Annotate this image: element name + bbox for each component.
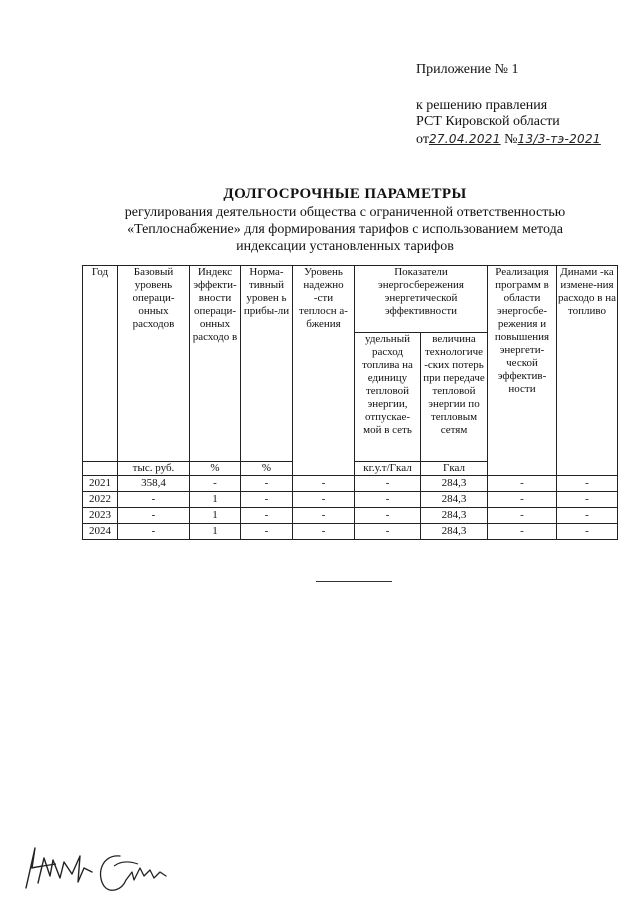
table-row: [83, 492, 618, 508]
decision-line-1: к решению правления: [416, 98, 548, 113]
header-programs: Реализация программ в области энергосбе-режения и повышения энергети-ческой эффектив-ности: [488, 266, 557, 476]
unit-year: [83, 462, 118, 476]
subtitle-line-1: регулирования деятельности общества с ограниченной ответственностью: [124, 205, 566, 220]
cell-reliability: -: [293, 508, 355, 524]
cell-year: 2021: [83, 476, 118, 492]
cell-profit: -: [241, 524, 293, 540]
cell-fuel: -: [355, 524, 421, 540]
header-reliability: Уровень надежно -сти теплосн а-бжения: [293, 266, 355, 476]
divider-line: [316, 581, 392, 582]
cell-losses: 284,3: [421, 476, 488, 492]
cell-year: 2022: [83, 492, 118, 508]
header-base-level: Базовый уровень операци-онных расходов: [118, 266, 190, 462]
cell-dynamics: -: [557, 508, 618, 524]
cell-index: 1: [190, 508, 241, 524]
document-subtitle: [20, 204, 640, 255]
table-row: [83, 524, 618, 540]
table-row: [83, 476, 618, 492]
cell-dynamics: -: [557, 524, 618, 540]
decision-number: 13/3-тэ-2021: [517, 132, 601, 146]
decision-date-line: [416, 131, 601, 148]
decision-prefix: от: [416, 132, 429, 147]
header-efficiency-index: Индекс эффекти-вности операци-онных расходо в: [190, 266, 241, 462]
cell-year: 2024: [83, 524, 118, 540]
unit-efficiency-index: %: [190, 462, 241, 476]
document-title: ДОЛГОСРОЧНЫЕ ПАРАМЕТРЫ: [223, 186, 467, 202]
unit-normative-profit: %: [241, 462, 293, 476]
subtitle-line-3: индексации установленных тарифов: [236, 239, 454, 254]
cell-reliability: -: [293, 492, 355, 508]
cell-reliability: -: [293, 524, 355, 540]
cell-programs: -: [488, 492, 557, 508]
table-row: [83, 508, 618, 524]
cell-base: 358,4: [118, 476, 190, 492]
subtitle-line-2: «Теплоснабжение» для формирования тарифов с использованием метода: [127, 222, 563, 237]
unit-specific-fuel: кг.у.т/Гкал: [355, 462, 421, 476]
header-year: Год: [83, 266, 118, 462]
cell-profit: -: [241, 476, 293, 492]
cell-fuel: -: [355, 508, 421, 524]
cell-dynamics: -: [557, 476, 618, 492]
cell-fuel: -: [355, 492, 421, 508]
header-fuel-dynamics: Динами -ка измене-ния расходо в на топливо: [557, 266, 618, 476]
cell-fuel: -: [355, 476, 421, 492]
parameters-table: [82, 265, 618, 540]
decision-number-sign: №: [504, 132, 518, 147]
cell-year: 2023: [83, 508, 118, 524]
header-energy-group: Показатели энергосбережения энергетической эффективности: [355, 266, 488, 333]
cell-reliability: -: [293, 476, 355, 492]
cell-base: -: [118, 524, 190, 540]
cell-losses: 284,3: [421, 508, 488, 524]
signature-1: [20, 838, 100, 894]
decision-date: 27.04.2021: [428, 132, 501, 146]
cell-losses: 284,3: [421, 524, 488, 540]
cell-index: 1: [190, 492, 241, 508]
appendix-label: Приложение № 1: [416, 62, 519, 77]
signature-2: [92, 850, 172, 896]
header-tech-losses: величина технологиче -ских потерь при передаче тепловой энергии по тепловым сетям: [421, 333, 488, 462]
cell-index: 1: [190, 524, 241, 540]
header-specific-fuel: удельный расход топлива на единицу тепловой энергии, отпускае-мой в сеть: [355, 333, 421, 462]
cell-base: -: [118, 492, 190, 508]
cell-dynamics: -: [557, 492, 618, 508]
cell-profit: -: [241, 508, 293, 524]
cell-losses: 284,3: [421, 492, 488, 508]
cell-programs: -: [488, 508, 557, 524]
header-normative-profit: Норма-тивный уровен ь прибы-ли: [241, 266, 293, 462]
decision-line-2: РСТ Кировской области: [416, 114, 560, 129]
cell-profit: -: [241, 492, 293, 508]
cell-programs: -: [488, 524, 557, 540]
unit-tech-losses: Гкал: [421, 462, 488, 476]
cell-index: -: [190, 476, 241, 492]
cell-base: -: [118, 508, 190, 524]
unit-base-level: тыс. руб.: [118, 462, 190, 476]
cell-programs: -: [488, 476, 557, 492]
